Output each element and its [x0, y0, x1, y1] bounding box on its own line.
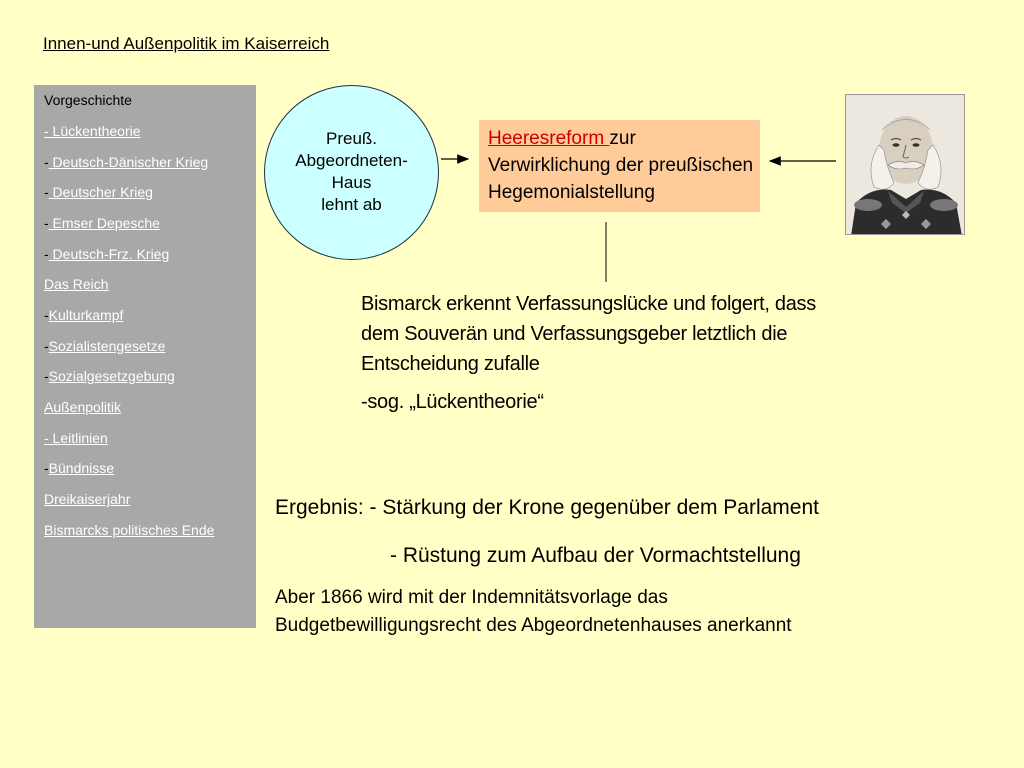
sidebar-dash: - — [44, 368, 49, 384]
sidebar-link[interactable]: - Lückentheorie — [44, 123, 141, 139]
sidebar-dash: - — [44, 154, 49, 170]
sidebar-link[interactable]: Sozialistengesetze — [48, 338, 166, 354]
text-line: dem Souverän und Verfassungsgeber letztlich die — [361, 323, 788, 345]
ergebnis-line: Ergebnis: - Stärkung der Krone gegenüber dem Parlament — [275, 496, 819, 519]
sidebar-link[interactable]: Dreikaiserjahr — [44, 491, 131, 507]
reform-text: Verwirklichung der preußischen — [488, 155, 754, 176]
ergebnis-line: - Rüstung zum Aufbau der Vormachtstellung — [390, 544, 801, 567]
sidebar-dash: - — [44, 184, 49, 200]
text-line: Budgetbewilligungsrecht des Abgeordnetenhauses anerkannt — [275, 615, 792, 636]
sidebar-dash: - — [44, 246, 49, 262]
sidebar-link[interactable]: - Leitlinien — [44, 430, 108, 446]
sidebar-link[interactable]: Deutsch-Frz. Krieg — [48, 246, 170, 262]
heeresreform-link[interactable]: Heeresreform — [488, 128, 610, 149]
sidebar-item-label: Vorgeschichte — [44, 92, 132, 108]
page-title: Innen-und Außenpolitik im Kaiserreich — [43, 34, 330, 53]
bismarck-explanation — [361, 289, 881, 417]
text-line: Entscheidung zufalle — [361, 353, 540, 375]
text-line: Bismarck erkennt Verfassungslücke und folgert, dass — [361, 293, 816, 315]
circle-line: Haus — [331, 172, 372, 192]
sidebar-link[interactable]: Außenpolitik — [44, 399, 122, 415]
sidebar-link[interactable]: Bismarcks politisches Ende — [44, 522, 215, 538]
circle-line: Preuß. — [325, 128, 378, 148]
sidebar-link[interactable]: Deutsch-Dänischer Krieg — [48, 154, 209, 170]
circle-line: Abgeordneten- — [295, 150, 408, 170]
sidebar-link[interactable]: Sozialgesetzgebung — [48, 368, 175, 384]
circle-line: lehnt ab — [321, 194, 382, 214]
aber-paragraph — [275, 584, 975, 640]
reform-text: zur — [609, 128, 636, 149]
sidebar-link[interactable]: Emser Depesche — [48, 215, 160, 231]
text-line: Aber 1866 wird mit der Indemnitätsvorlage das — [275, 587, 668, 608]
sidebar-dash: - — [44, 460, 49, 476]
lueckentheorie-label: -sog. „Lückentheorie“ — [361, 391, 544, 413]
sidebar-link[interactable]: Kulturkampf — [48, 307, 124, 323]
sidebar-dash: - — [44, 338, 49, 354]
sidebar-link[interactable]: Bündnisse — [48, 460, 115, 476]
reform-text: Hegemonialstellung — [488, 182, 655, 203]
sidebar-dash: - — [44, 307, 49, 323]
sidebar-link[interactable]: Deutscher Krieg — [48, 184, 153, 200]
sidebar-link[interactable]: Das Reich — [44, 276, 109, 292]
sidebar-dash: - — [44, 215, 49, 231]
